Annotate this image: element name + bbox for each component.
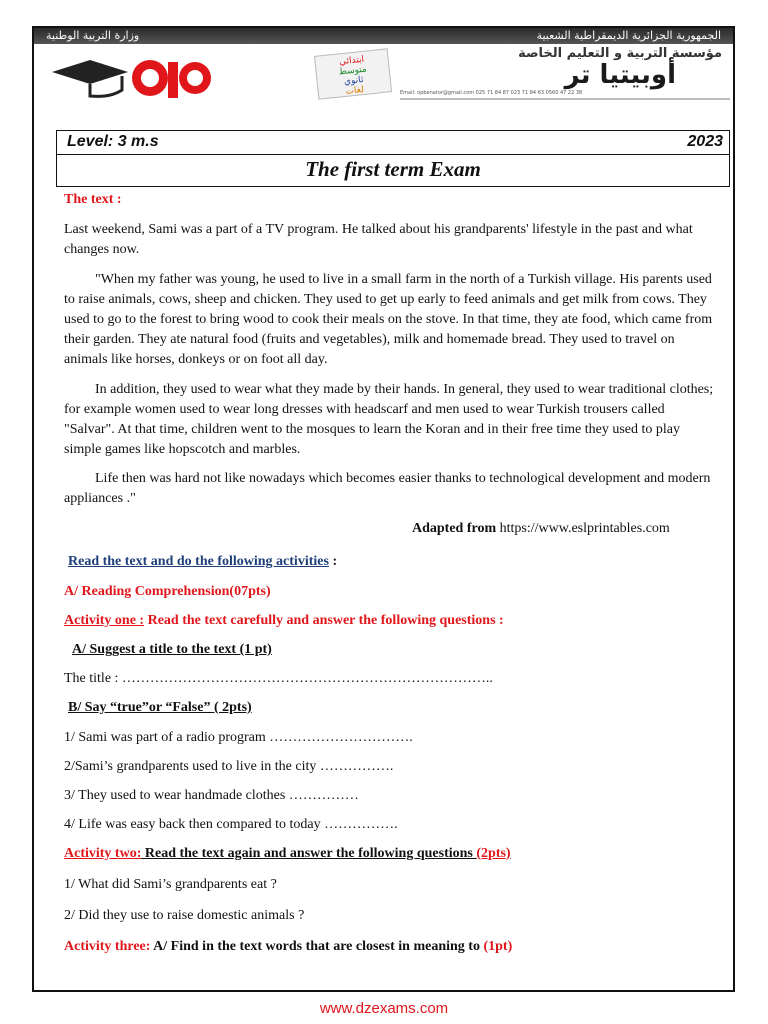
- tf-item-2: 2/Sami’s grandparents used to live in the city …………….: [64, 759, 394, 774]
- tf-item-1: 1/ Sami was part of a radio program ………………………….: [64, 730, 413, 745]
- tf-item-3: 3/ They used to wear handmade clothes ……………: [64, 788, 359, 803]
- activity-three-label: Activity three:: [64, 939, 151, 954]
- paragraph-1: Last weekend, Sami was a part of a TV program. He talked about his grandparents' lifestyle in the past and what changes now.: [64, 222, 693, 257]
- tf-item-4: 4/ Life was easy back then compared to today …………….: [64, 817, 398, 832]
- source-line: [412, 519, 670, 539]
- activity-two-label: Activity two:: [64, 846, 142, 861]
- footer-link[interactable]: www.dzexams.com: [319, 1000, 449, 1017]
- text-heading: The text :: [64, 192, 122, 207]
- ministry-text: وزارة التربية الوطنية: [46, 29, 140, 42]
- paragraph-3: In addition, they used to wear what they made by their hands. In general, they used to wear traditional clothes; for example women used to wear long dresses with headscarf and men used to wear Turkish trousers called "Salvar". At that time, children went to the mosques to learn the Koran and in their free time they used to play simple games like hopscotch and marbles.: [64, 382, 714, 457]
- paragraph-2: "When my father was young, he used to live in a small farm in the north of a Turkish village. His parents used to raise animals, cows, sheep and chicken. They used to get up early to feed animals and get milk from cows. They used to go to the forest to bring wood to cook their meals on the stove. In that time, they ate food, which came from their garden. They ate natural food (fruits and vegetables), milk and homemade bread. They used to travel on animals like horses, donkeys or on foot all day.: [64, 272, 713, 367]
- brand-name: أوبيتيا تر: [564, 60, 676, 90]
- activity-one-label: Activity one :: [64, 613, 145, 628]
- question-1: 1/ What did Sami’s grandparents eat ?: [64, 877, 277, 892]
- stage-4: لغات: [345, 84, 365, 97]
- republic-text: الجمهورية الجزائرية الديمقراطية الشعبية: [536, 29, 721, 42]
- header-banner: [34, 28, 733, 44]
- paragraph-4: Life then was hard not like nowadays which becomes easier thanks to technological development and modern appliances .": [64, 471, 711, 506]
- stages-card: [314, 48, 392, 99]
- title-answer-line: The title : ……………………………………………………………………..: [64, 671, 493, 686]
- activity-three-points: (1pt): [483, 939, 513, 954]
- contact-line: Email: opbenator@gmail.com 025 71 84 87 023 71 84 63 0560 47 22 38: [400, 90, 583, 96]
- year-label: 2023: [687, 133, 723, 150]
- instruction-line: [68, 552, 337, 572]
- source-label: Adapted from: [412, 521, 497, 536]
- stage-3: ثانوي: [343, 74, 364, 87]
- activity-two-text: Read the text again and answer the following questions: [141, 846, 477, 861]
- school-logo: [50, 52, 220, 100]
- activity-three-line: [64, 937, 512, 957]
- institution-name: مؤسسة التربية و التعليم الخاصة: [518, 46, 722, 61]
- header-divider: [400, 98, 730, 100]
- question-2: 2/ Did they use to raise domestic animals ?: [64, 908, 305, 923]
- activity-two-points: (2pts): [476, 846, 511, 861]
- source-url: https://www.eslprintables.com: [499, 521, 670, 536]
- exam-header-box: [56, 130, 730, 187]
- stage-2: متوسط: [338, 64, 368, 78]
- activity-three-text: A/ Find in the text words that are closest in meaning to: [150, 939, 484, 954]
- stage-1: ابتدائي: [338, 54, 365, 68]
- activity-one-line: [64, 611, 504, 631]
- activity-one-text: Read the text carefully and answer the following questions :: [144, 613, 504, 628]
- level-row: [57, 131, 729, 155]
- exam-title: The first term Exam: [305, 157, 481, 181]
- part-b-heading: B/ Say “true”or “False” ( 2pts): [68, 700, 252, 715]
- level-label: Level: 3 m.s: [67, 133, 159, 150]
- instruction-text: Read the text and do the following activities: [68, 554, 329, 569]
- activity-two-line: [64, 844, 511, 864]
- instruction-colon: :: [328, 554, 338, 569]
- part-a-heading: A/ Suggest a title to the text (1 pt): [72, 642, 272, 657]
- section-a-heading: A/ Reading Comprehension(07pts): [64, 584, 271, 599]
